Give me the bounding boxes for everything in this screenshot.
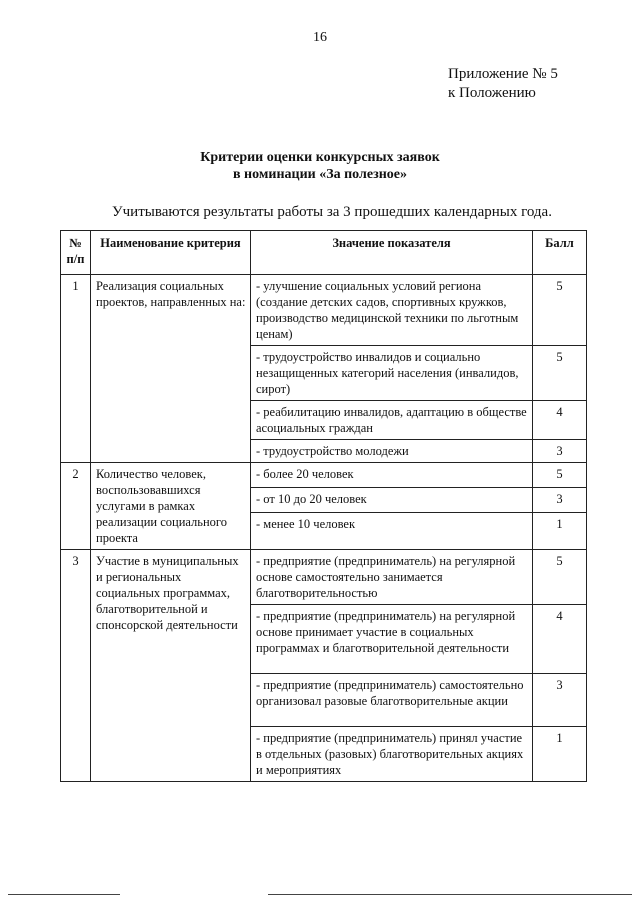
score-value: 5 (533, 346, 587, 401)
appendix-label (448, 65, 558, 103)
score-value: 5 (533, 550, 587, 605)
indicator-value: - улучшение социальных условий региона (создание детских садов, спортивных кружков, производство медицинской техники по льготным ценам) (251, 275, 533, 346)
score-value: 3 (533, 488, 587, 513)
table-row (61, 550, 587, 605)
score-value: 5 (533, 275, 587, 346)
header-value: Значение показателя (251, 231, 533, 275)
score-value: 1 (533, 513, 587, 550)
table-row (61, 463, 587, 488)
indicator-value: - реабилитацию инвалидов, адаптацию в обществе асоциальных граждан (251, 401, 533, 440)
indicator-value: - предприятие (предприниматель) на регулярной основе самостоятельно занимается благотворительностью (251, 550, 533, 605)
title-line-2: в номинации «За полезное» (233, 167, 407, 182)
footer-rule-right (268, 894, 632, 895)
score-value: 1 (533, 727, 587, 782)
indicator-value: - менее 10 человек (251, 513, 533, 550)
score-value: 3 (533, 674, 587, 727)
criterion-name: Реализация социальных проектов, направленных на: (91, 275, 251, 463)
table-header-row (61, 231, 587, 275)
score-value: 3 (533, 440, 587, 463)
header-score: Балл (533, 231, 587, 275)
indicator-value: - трудоустройство молодежи (251, 440, 533, 463)
score-value: 4 (533, 401, 587, 440)
score-value: 4 (533, 605, 587, 674)
criterion-name: Участие в муниципальных и региональных социальных программах, благотворительной и спонсорской деятельности (91, 550, 251, 782)
indicator-value: - предприятие (предприниматель) на регулярной основе принимает участие в социальных программах и благотворительной деятельности (251, 605, 533, 674)
group-number: 2 (61, 463, 91, 550)
indicator-value: - более 20 человек (251, 463, 533, 488)
page-number: 16 (313, 30, 327, 45)
header-num: № п/п (61, 231, 91, 275)
intro-text: Учитываются результаты работы за 3 прошедших календарных года. (112, 204, 552, 220)
indicator-value: - предприятие (предприниматель) принял участие в отдельных (разовых) благотворительных акциях и мероприятиях (251, 727, 533, 782)
indicator-value: - предприятие (предприниматель) самостоятельно организовал разовые благотворительные акции (251, 674, 533, 727)
footer-rule-left (8, 894, 120, 895)
appendix-line-1: Приложение № 5 (448, 66, 558, 82)
table-row (61, 275, 587, 346)
indicator-value: - от 10 до 20 человек (251, 488, 533, 513)
header-criterion: Наименование критерия (91, 231, 251, 275)
criterion-name: Количество человек, воспользовавшихся услугами в рамках реализации социального проекта (91, 463, 251, 550)
score-value: 5 (533, 463, 587, 488)
group-number: 1 (61, 275, 91, 463)
criteria-table (60, 230, 587, 782)
appendix-line-2: к Положению (448, 85, 536, 101)
indicator-value: - трудоустройство инвалидов и социально незащищенных категорий населения (инвалидов, сирот) (251, 346, 533, 401)
title-line-1: Критерии оценки конкурсных заявок (200, 150, 440, 165)
group-number: 3 (61, 550, 91, 782)
document-title (0, 149, 640, 183)
